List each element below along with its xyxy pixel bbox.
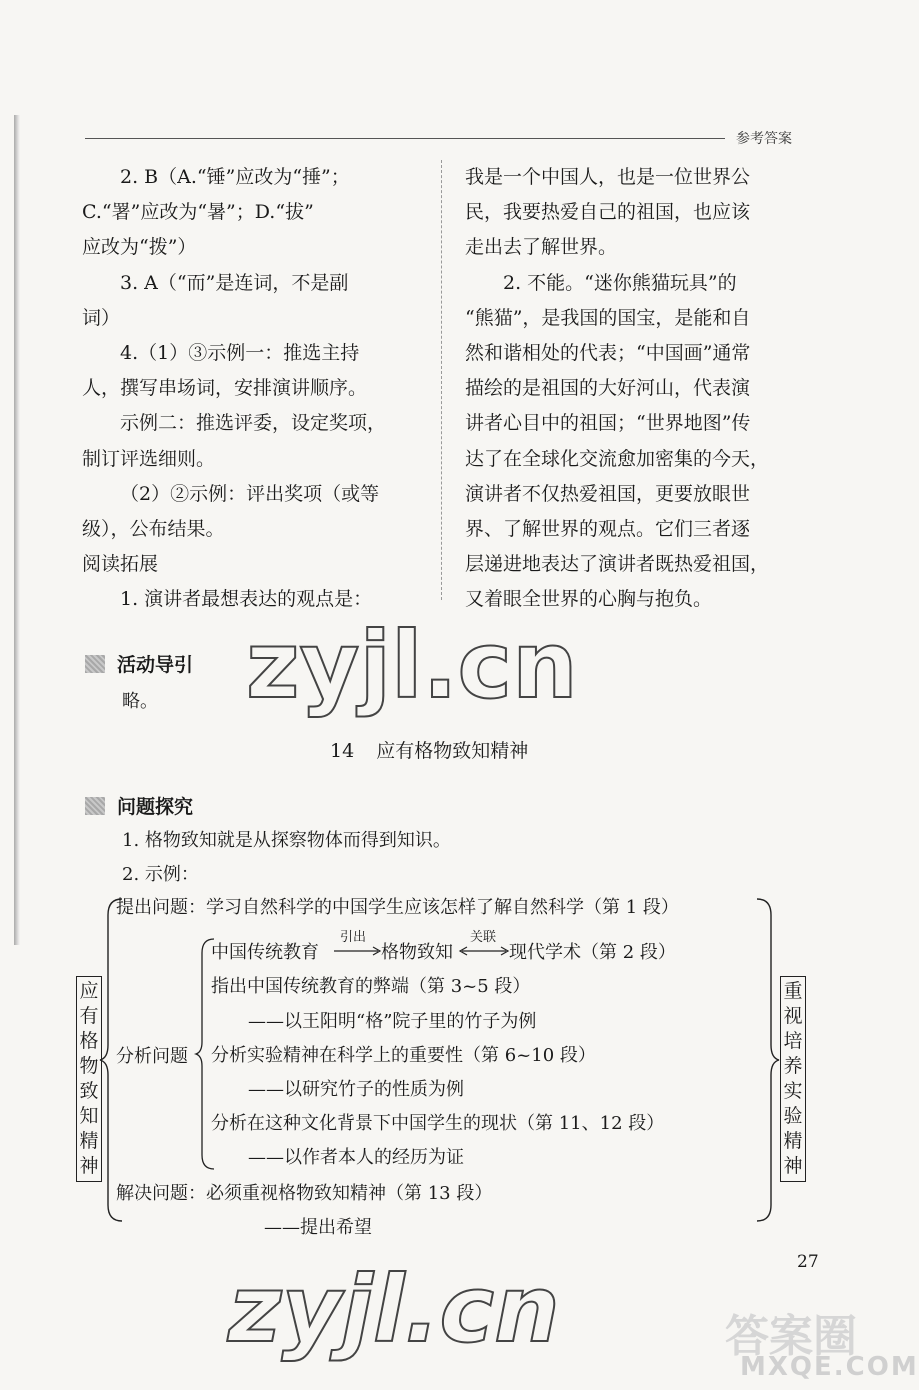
right_column-line: 描绘的是祖国的大好河山，代表演 [465,377,751,400]
left_column-line: 阅读拓展 [82,553,159,576]
left_column-line: 4.（1）③示例一：推选主持 [120,342,360,365]
right_column-line: 界、了解世界的观点。它们三者逐 [465,518,751,541]
right_column-line: “熊猫”，是我国的国宝，是能和自 [465,306,751,329]
analyze-label: 分析问题 [116,1046,188,1067]
right_column-line: 讲者心目中的祖国；“世界地图”传 [465,412,751,435]
watermark-bottom: zyjl.cn [228,1256,560,1363]
analysis-item-1-c: 现代学术（第 2 段） [509,942,676,963]
right_column-line: 又着眼全世界的心胸与抱负。 [465,588,713,611]
activity-heading-text: 活动导引 [117,654,194,676]
right_column-line: 2. 不能。“迷你熊猫玩具”的 [503,271,737,294]
site-logo-url: MXQE.COM [740,1352,919,1382]
raise-question: 提出问题：学习自然科学的中国学生应该怎样了解自然科学（第 1 段） [116,897,679,918]
left_column-line: 人，撰写串场词，安排演讲顺序。 [82,377,368,400]
activity-body: 略。 [122,691,158,712]
right_column-line: 达了在全球化交流愈加密集的今天， [465,447,770,470]
left_column-line: 示例二：推选评委，设定奖项， [120,412,387,435]
left_column-line: （2）②示例：评出奖项（或等 [120,482,380,505]
left_column-line: 1. 演讲者最想表达的观点是： [120,588,373,611]
inquiry-line-2: 2. 示例： [122,864,199,885]
analysis-item-2: 指出中国传统教育的弊端（第 3~5 段） [211,976,531,997]
analysis-item-3-example: ——以研究竹子的性质为例 [248,1079,464,1100]
right_column-line: 民，我要热爱自己的祖国，也应该 [465,201,751,224]
analysis-item-3: 分析实验精神在科学上的重要性（第 6~10 段） [211,1045,596,1066]
analysis-item-1-b: 格物致知 [381,942,453,963]
arrow-label-link: 关联 [470,930,497,945]
left_column-line: 应改为“拨”） [82,236,197,259]
solve-problem-example: ——提出希望 [264,1217,372,1238]
right-theme-box: 重视培养实验精神 [780,976,806,1182]
left_column-line: 级），公布结果。 [82,518,225,541]
left_column-line: 制订评选细则。 [82,447,216,470]
right_column-line: 然和谐相处的代表；“中国画”通常 [465,342,751,365]
site-logo: 答案圈 [725,1311,857,1362]
analysis-item-1-a: 中国传统教育 [211,942,319,963]
inquiry-heading-text: 问题探究 [117,796,194,818]
right_column-line: 我是一个中国人，也是一位世界公 [465,166,751,188]
analysis-item-2-example: ——以王阳明“格”院子里的竹子为例 [248,1011,537,1032]
left_column-line: C.“署”应改为“暑”；D.“拔” [82,201,314,224]
left-theme-box: 应有格物致知精神 [76,976,102,1182]
watermark-top: zyjl.cn [246,612,578,719]
left_column-line: 词） [82,306,121,329]
analysis-item-4: 分析在这种文化背景下中国学生的现状（第 11、12 段） [211,1113,665,1134]
lesson-number: 14 [330,740,355,762]
left_column-line: 3. A（“而”是连词，不是副 [120,271,349,294]
page-number: 27 [797,1252,819,1272]
header-label: 参考答案 [736,131,792,147]
analysis-item-4-example: ——以作者本人的经历为证 [248,1147,464,1168]
right_column-line: 层递进地表达了演讲者既热爱祖国， [465,553,770,576]
right_column-line: 走出去了解世界。 [465,236,618,259]
left_column-line: 2. B（A.“锤”应改为“捶”； [120,166,350,188]
right_column-line: 演讲者不仅热爱祖国，更要放眼世 [465,482,751,505]
lesson-title-text: 应有格物致知精神 [376,740,529,762]
arrow-label-lead: 引出 [340,930,367,945]
solve-problem: 解决问题：必须重视格物致知精神（第 13 段） [116,1183,493,1204]
inquiry-line-1: 1. 格物致知就是从探察物体而得到知识。 [122,830,451,851]
